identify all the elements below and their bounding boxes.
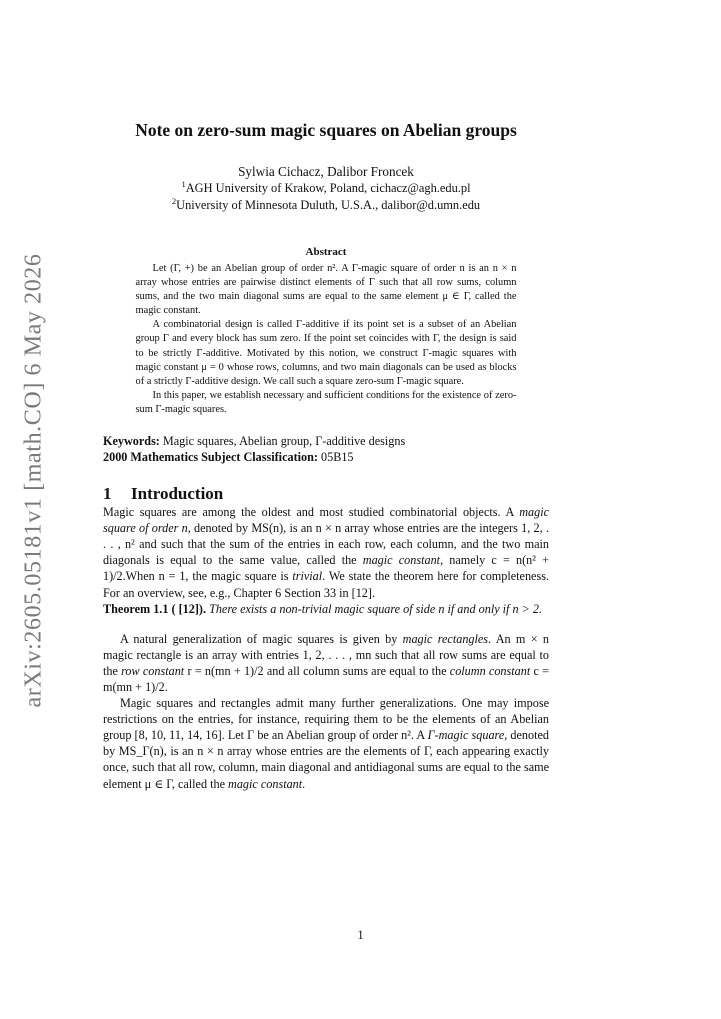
keywords-value: Magic squares, Abelian group, Γ-additive designs	[162, 434, 406, 449]
abstract-heading: Abstract	[305, 246, 347, 258]
abstract-paragraph-1: Let (Γ, +) be an Abelian group of order n². A Γ-magic square of order n is an n × n array whose entries are pairwise distinct elements of Γ such that all row sums, column sums, and the two main diagonal sums are equal to the same element μ ∈ Γ, called the magic constant.	[135, 263, 517, 317]
affil-2-marker: 2	[171, 195, 177, 206]
section-body	[103, 504, 549, 792]
author-list	[103, 163, 549, 180]
page-number: 1	[357, 928, 364, 942]
section-number: 1	[103, 484, 112, 504]
intro-paragraph-2: A natural generalization of magic squares is given by magic rectangles. An m × n magic rectangle is an array with entries 1, 2, . . . , mn such that all row sums are equal to the row constant r = n(mn + 1)/2 and all column sums are equal to the column constant c = m(mn + 1)/2.	[103, 631, 549, 694]
msc-label: 2000 Mathematics Subject Classification:	[103, 450, 318, 465]
arxiv-identifier: arXiv:2605.05181v1 [math.CO] 6 May 2026	[20, 252, 47, 708]
msc-line	[103, 449, 549, 465]
author-names: Sylwia Cichacz, Dalibor Froncek	[238, 164, 414, 179]
affil-1-marker: 1	[181, 178, 186, 189]
arxiv-identifier-sidebar	[14, 252, 54, 708]
keywords-line	[103, 433, 549, 449]
affiliations	[103, 180, 549, 214]
theorem-statement: There exists a non-trivial magic square of side n if and only if n > 2.	[206, 601, 543, 616]
paper-title: Note on zero-sum magic squares on Abelian groups	[135, 120, 517, 140]
affiliation-2	[103, 197, 549, 214]
affil-1-text: AGH University of Krakow, Poland, cichacz@agh.edu.pl	[185, 181, 471, 195]
abstract-body	[136, 262, 517, 417]
intro-paragraph-3: Magic squares and rectangles admit many further generalizations. One may impose restrictions on the entries, for instance, requiring them to be the elements of an Abelian group [8, 10, 11, 14, 16]. Let Γ be an Abelian group of order n². A Γ-magic square, denoted by MS_Γ(n), is an n × n array whose entries are the elements of Γ, each appearing exactly once, such that all row, column, main diagonal and antidiagonal sums are equal to the same element μ ∈ Γ, called the magic constant.	[103, 696, 549, 791]
keywords-block	[103, 433, 549, 465]
paper-page	[103, 120, 549, 792]
keywords-label: Keywords:	[103, 434, 160, 449]
abstract-paragraph-3: In this paper, we establish necessary and sufficient conditions for the existence of zero-sum Γ-magic squares.	[135, 389, 517, 415]
intro-paragraph-1: Magic squares are among the oldest and most studied combinatorial objects. A magic square of order n, denoted by MS(n), is an n × n array whose entries are the integers 1, 2, . . . , n² and such that the sum of the entries in each row, each column, and the two main diagonals is equal to the same value, called the magic constant, namely c = n(n² + 1)/2.When n = 1, the magic square is trivial. We state the theorem here for completeness. For an overview, see, e.g., Chapter 6 Section 33 in [12].	[103, 505, 549, 600]
msc-value: 05B15	[321, 450, 354, 465]
abstract-paragraph-2: A combinatorial design is called Γ-additive if its point set is a subset of an Abelian group Γ and every block has sum zero. If the point set coincides with Γ, the design is said to be strictly Γ-additive. Motivated by this notion, we construct Γ-magic squares with magic constant μ = 0 whose rows, columns, and two main diagonals can be used as blocks of a strictly Γ-additive design. We call such a square zero-sum Γ-magic square.	[135, 319, 517, 387]
theorem-1-1	[103, 601, 549, 617]
section-title: Introduction	[131, 484, 224, 504]
theorem-reference: ( [12]).	[168, 601, 207, 616]
affiliation-1	[103, 180, 549, 197]
spacer	[103, 617, 549, 631]
affil-2-text: University of Minnesota Duluth, U.S.A., dalibor@d.umn.edu	[176, 198, 481, 212]
section-heading-introduction	[103, 484, 549, 504]
theorem-label: Theorem 1.1	[103, 601, 169, 616]
